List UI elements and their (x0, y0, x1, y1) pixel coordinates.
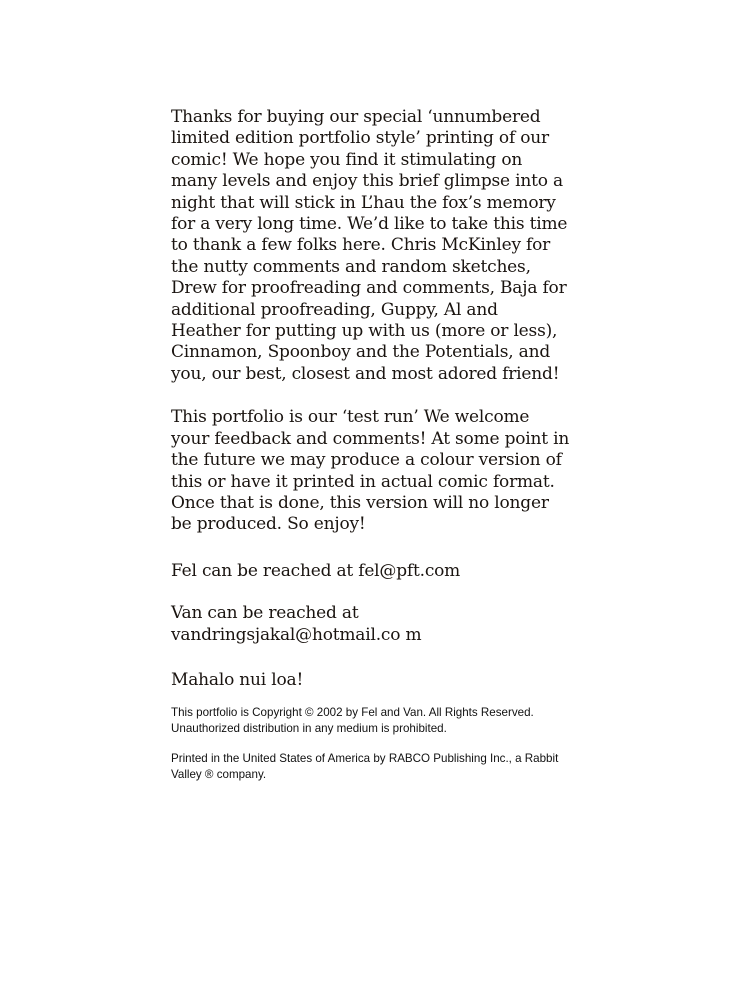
copyright-notice: This portfolio is Copyright © 2002 by Fel and Van. All Rights Reserved. Unauthorized distribution in any medium is prohibited. (171, 706, 534, 736)
fel-contact-line: Fel can be reached at fel@pft.com (171, 560, 461, 581)
closing-line: Mahalo nui loa! (171, 669, 304, 690)
document-page (171, 107, 571, 783)
intro-paragraph: Thanks for buying our special ‘unnumbered limited edition portfolio style’ printing of our comic! We hope you find it stimulating on many levels and enjoy this brief glimpse into a night that will stick in L’hau the fox’s memory for a very long time. We’d like to take this time to thank a few folks here. Chris McKinley for the nutty comments and random sketches, Drew for proofreading and comments, Baja for additional proofreading, Guppy, Al and Heather for putting up with us (more or less), Cinnamon, Spoonboy and the Potentials, and you, our best, closest and most adored friend! (171, 107, 568, 384)
printer-notice: Printed in the United States of America by RABCO Publishing Inc., a Rabbit Valley ® company. (171, 752, 559, 782)
portfolio-paragraph: This portfolio is our ‘test run’ We welcome your feedback and comments! At some point in the future we may produce a colour version of this or have it printed in actual comic format. Once that is done, this version will no longer be produced. So enjoy! (171, 407, 570, 535)
van-contact-line: Van can be reached at vandringsjakal@hotmail.co m (171, 603, 422, 645)
